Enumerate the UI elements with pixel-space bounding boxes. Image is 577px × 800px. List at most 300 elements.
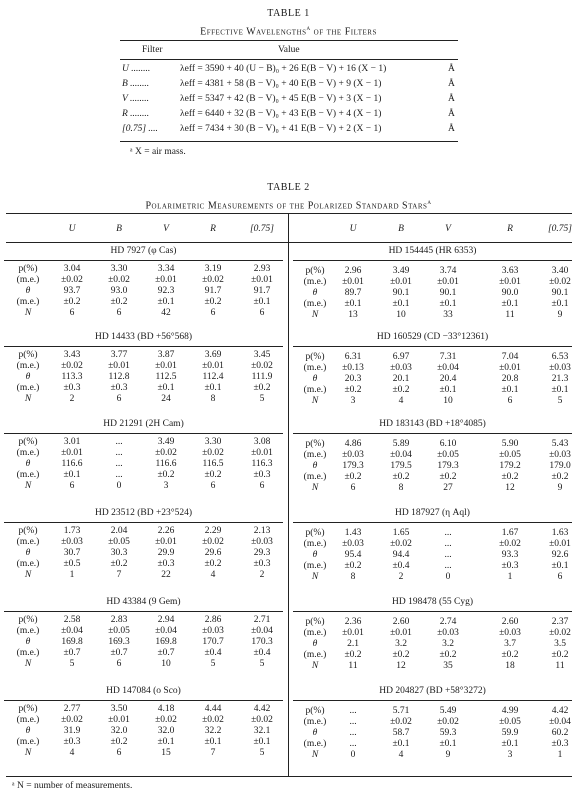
table1-rule-mid bbox=[120, 59, 458, 60]
row-label: θ bbox=[25, 372, 31, 382]
table-cell: ±0.02 bbox=[251, 715, 273, 725]
table-cell: 92.6 bbox=[551, 550, 569, 560]
row-label: N bbox=[311, 750, 319, 760]
table-cell: ±0.02 bbox=[437, 717, 459, 727]
table-cell: 3.5 bbox=[554, 639, 566, 649]
table1-unit-cell: Å bbox=[448, 79, 455, 89]
table2-subtitle: Polarimetric Measurements of the Polarized Standard Stars$^a$ bbox=[145, 198, 432, 212]
table-cell: 3.7 bbox=[504, 639, 516, 649]
star-name: HD 198478 (55 Cyg) bbox=[391, 597, 473, 607]
table-cell: ±0.02 bbox=[155, 448, 177, 458]
table-cell: ±0.04 bbox=[155, 626, 177, 636]
table-cell: 5 bbox=[210, 659, 216, 669]
table-cell: 6 bbox=[350, 483, 356, 493]
table-cell: ±0.7 bbox=[110, 648, 128, 658]
table-cell: 6 bbox=[69, 308, 75, 318]
table-cell: 6 bbox=[116, 394, 122, 404]
table-cell: ±0.01 bbox=[499, 363, 521, 373]
table-cell: ±0.01 bbox=[155, 275, 177, 285]
table-cell: 6 bbox=[116, 308, 122, 318]
table-cell: ±0.1 bbox=[392, 739, 410, 749]
table-cell: ±0.05 bbox=[437, 450, 459, 460]
row-label: (m.e.) bbox=[303, 472, 327, 482]
star-name: HD 187927 (η Aql) bbox=[395, 508, 470, 518]
table-cell: 0 bbox=[350, 750, 356, 760]
table-cell: ±0.3 bbox=[501, 561, 519, 571]
row-label: p(%) bbox=[18, 526, 38, 536]
table1-filter-cell: U ........ bbox=[122, 64, 151, 74]
row-label: θ bbox=[312, 288, 318, 298]
table-cell: 24 bbox=[161, 394, 171, 404]
table-cell: ... bbox=[349, 706, 357, 716]
table1-header-value: Value bbox=[278, 45, 300, 55]
table-cell: 111.9 bbox=[251, 372, 273, 382]
table-cell: ±0.02 bbox=[202, 448, 224, 458]
star-rule bbox=[293, 611, 572, 612]
table-cell: ±0.02 bbox=[390, 539, 412, 549]
row-label: θ bbox=[25, 548, 31, 558]
row-label: θ bbox=[312, 550, 318, 560]
table-cell: ±0.04 bbox=[549, 717, 571, 727]
table1-footnote: ᵃ X = air mass. bbox=[130, 147, 186, 157]
table-cell: 3.04 bbox=[63, 264, 81, 274]
table-cell: ±0.03 bbox=[390, 363, 412, 373]
table-cell: 112.8 bbox=[108, 372, 130, 382]
table2-rule-head bbox=[6, 242, 572, 243]
column-header-right: [0.75] bbox=[547, 224, 573, 234]
table-cell: ±0.01 bbox=[342, 277, 364, 287]
table-cell: 6 bbox=[116, 748, 122, 758]
table-cell: ±0.02 bbox=[61, 715, 83, 725]
table-cell: 5 bbox=[69, 659, 75, 669]
table-cell: 2.1 bbox=[347, 639, 359, 649]
table-cell: 2 bbox=[69, 394, 75, 404]
table-cell: 2.36 bbox=[344, 617, 362, 627]
table-cell: ±0.02 bbox=[61, 275, 83, 285]
table1-formula-cell: λeff = 5347 + 42 (B − V)₀ + 45 E(B − V) + 3 (X − 1) bbox=[180, 94, 382, 104]
table-cell: ±0.01 bbox=[108, 715, 130, 725]
table-cell: ±0.2 bbox=[63, 297, 81, 307]
table-cell: ±0.1 bbox=[551, 299, 569, 309]
table-cell: ±0.05 bbox=[108, 537, 130, 547]
table-cell: ±0.1 bbox=[204, 737, 222, 747]
row-label: (m.e.) bbox=[16, 715, 40, 725]
table-cell: 29.6 bbox=[204, 548, 222, 558]
table-cell: 4.18 bbox=[157, 704, 175, 714]
star-rule bbox=[293, 260, 572, 261]
row-label: (m.e.) bbox=[303, 739, 327, 749]
table-cell: ±0.01 bbox=[499, 277, 521, 287]
table-cell: 3.2 bbox=[395, 639, 407, 649]
row-label: N bbox=[311, 310, 319, 320]
table-cell: ±0.2 bbox=[501, 650, 519, 660]
table-cell: 4.42 bbox=[253, 704, 271, 714]
table-cell: 113.3 bbox=[61, 372, 83, 382]
table1-unit-cell: Å bbox=[448, 64, 455, 74]
table-cell: 6.31 bbox=[344, 352, 362, 362]
table-cell: 59.3 bbox=[439, 728, 457, 738]
table-cell: 1.43 bbox=[344, 528, 362, 538]
table-cell: 179.5 bbox=[390, 461, 412, 471]
table-cell: 90.1 bbox=[551, 288, 569, 298]
table-cell: 3.34 bbox=[157, 264, 175, 274]
table-cell: ±0.3 bbox=[253, 559, 271, 569]
table-cell: 20.3 bbox=[344, 374, 362, 384]
table-cell: ±0.2 bbox=[110, 737, 128, 747]
row-label: p(%) bbox=[18, 437, 38, 447]
table-cell: 11 bbox=[555, 661, 565, 671]
table-cell: 29.9 bbox=[157, 548, 175, 558]
table-cell: 89.7 bbox=[344, 288, 362, 298]
table-cell: 94.4 bbox=[392, 550, 410, 560]
table2-rule-bottom bbox=[6, 776, 572, 777]
table-cell: 3.49 bbox=[157, 437, 175, 447]
table-cell: 30.7 bbox=[63, 548, 81, 558]
table-cell: ±0.3 bbox=[110, 383, 128, 393]
row-label: θ bbox=[25, 286, 31, 296]
table-cell: 10 bbox=[161, 659, 171, 669]
table-cell: 1.65 bbox=[392, 528, 410, 538]
table-cell: 2.60 bbox=[392, 617, 410, 627]
table-cell: ±0.1 bbox=[63, 470, 81, 480]
table-cell: ±0.1 bbox=[501, 739, 519, 749]
table-cell: 5.89 bbox=[392, 439, 410, 449]
table-cell: 90.0 bbox=[501, 288, 519, 298]
table-cell: 58.7 bbox=[392, 728, 410, 738]
table-cell: 170.3 bbox=[251, 637, 273, 647]
star-name: HD 147084 (o Sco) bbox=[106, 686, 181, 696]
table-cell: 91.7 bbox=[253, 286, 271, 296]
table-cell: ±0.02 bbox=[202, 715, 224, 725]
table-cell: 179.0 bbox=[549, 461, 571, 471]
table-cell: ±0.4 bbox=[204, 648, 222, 658]
table-cell: ±0.3 bbox=[63, 383, 81, 393]
column-header-left: B bbox=[116, 224, 122, 234]
row-label: N bbox=[311, 396, 319, 406]
table-cell: 8 bbox=[210, 394, 216, 404]
table-cell: ±0.05 bbox=[108, 626, 130, 636]
table-cell: ±0.2 bbox=[344, 385, 362, 395]
table-cell: ±0.3 bbox=[63, 737, 81, 747]
table-cell: ±0.4 bbox=[392, 561, 410, 571]
row-label: N bbox=[311, 572, 319, 582]
row-label: (m.e.) bbox=[303, 561, 327, 571]
table-cell: 116.6 bbox=[61, 459, 83, 469]
star-name: HD 160529 (CD −33°12361) bbox=[376, 332, 489, 342]
row-label: (m.e.) bbox=[16, 648, 40, 658]
table-cell: 93.0 bbox=[110, 286, 128, 296]
table1-title: TABLE 1 bbox=[267, 8, 310, 19]
table-cell: 5 bbox=[259, 659, 265, 669]
table-cell: ... bbox=[349, 739, 357, 749]
row-label: p(%) bbox=[305, 352, 325, 362]
table-cell: 8 bbox=[398, 483, 404, 493]
table-cell: 3.77 bbox=[110, 350, 128, 360]
table-cell: 116.3 bbox=[251, 459, 273, 469]
column-header-right: V bbox=[445, 224, 451, 234]
table-cell: 0 bbox=[116, 481, 122, 491]
table2-title: TABLE 2 bbox=[267, 182, 310, 193]
table-cell: 4.86 bbox=[344, 439, 362, 449]
row-label: p(%) bbox=[305, 439, 325, 449]
table-cell: ±0.1 bbox=[501, 385, 519, 395]
table-cell: 9 bbox=[445, 750, 451, 760]
column-header-left: R bbox=[210, 224, 216, 234]
table-cell: 4 bbox=[398, 750, 404, 760]
table-cell: ±0.1 bbox=[157, 383, 175, 393]
row-label: θ bbox=[25, 726, 31, 736]
table-cell: ±0.1 bbox=[439, 739, 457, 749]
table-cell: 20.4 bbox=[439, 374, 457, 384]
table-cell: 2 bbox=[259, 570, 265, 580]
table-cell: ±0.04 bbox=[437, 363, 459, 373]
table-cell: 5 bbox=[557, 396, 563, 406]
table-cell: 11 bbox=[348, 661, 358, 671]
table-cell: 2.94 bbox=[157, 615, 175, 625]
table-cell: ±0.02 bbox=[549, 277, 571, 287]
table1-header-filter: Filter bbox=[142, 45, 163, 55]
table-cell: 12 bbox=[396, 661, 406, 671]
table-cell: ±0.02 bbox=[202, 537, 224, 547]
table-cell: 6 bbox=[69, 481, 75, 491]
table-cell: ±0.01 bbox=[342, 628, 364, 638]
table-cell: ±0.2 bbox=[204, 470, 222, 480]
table-cell: 4 bbox=[398, 396, 404, 406]
table-cell: ±0.2 bbox=[204, 297, 222, 307]
table-cell: 2.96 bbox=[344, 266, 362, 276]
table2-rule-top bbox=[6, 213, 572, 214]
star-name: HD 23512 (BD +23°524) bbox=[94, 508, 193, 518]
table-cell: 2.26 bbox=[157, 526, 175, 536]
row-label: θ bbox=[312, 374, 318, 384]
row-label: (m.e.) bbox=[16, 470, 40, 480]
column-header-left: U bbox=[68, 224, 76, 234]
table-cell: 10 bbox=[396, 310, 406, 320]
row-label: N bbox=[311, 483, 319, 493]
table-cell: 3.63 bbox=[501, 266, 519, 276]
table-cell: 6 bbox=[507, 396, 513, 406]
star-rule bbox=[4, 433, 283, 434]
row-label: p(%) bbox=[18, 350, 38, 360]
table-cell: 2.74 bbox=[439, 617, 457, 627]
table-cell: ±0.04 bbox=[251, 626, 273, 636]
table-cell: ±0.2 bbox=[344, 561, 362, 571]
table-cell: ±0.03 bbox=[499, 628, 521, 638]
row-label: (m.e.) bbox=[16, 626, 40, 636]
row-label: θ bbox=[312, 639, 318, 649]
table-cell: 1 bbox=[557, 750, 563, 760]
table-cell: 112.4 bbox=[202, 372, 224, 382]
table-cell: 3 bbox=[350, 396, 356, 406]
table-cell: 1.63 bbox=[551, 528, 569, 538]
table-cell: ±0.2 bbox=[344, 472, 362, 482]
table-cell: ±0.1 bbox=[204, 383, 222, 393]
row-label: (m.e.) bbox=[16, 275, 40, 285]
table-cell: 169.8 bbox=[155, 637, 177, 647]
table-cell: 2.58 bbox=[63, 615, 81, 625]
row-label: N bbox=[24, 308, 32, 318]
table-cell: 6 bbox=[557, 572, 563, 582]
table1-filter-cell: [0.75] .... bbox=[122, 124, 158, 134]
table-cell: 4.42 bbox=[551, 706, 569, 716]
table-cell: 4.99 bbox=[501, 706, 519, 716]
table-cell: ±0.05 bbox=[499, 717, 521, 727]
table-cell: 27 bbox=[443, 483, 453, 493]
table-cell: ±0.2 bbox=[110, 559, 128, 569]
table-cell: ±0.2 bbox=[392, 385, 410, 395]
row-label: (m.e.) bbox=[16, 559, 40, 569]
table-cell: ±0.02 bbox=[155, 715, 177, 725]
table1-formula-cell: λeff = 7434 + 30 (B − V)₀ + 41 E(B − V) + 2 (X − 1) bbox=[180, 124, 382, 134]
table-cell: ±0.1 bbox=[551, 561, 569, 571]
row-label: p(%) bbox=[305, 617, 325, 627]
table-cell: ... bbox=[444, 561, 452, 571]
table-cell: 2.04 bbox=[110, 526, 128, 536]
table-cell: ±0.1 bbox=[551, 385, 569, 395]
table-cell: ±0.1 bbox=[439, 299, 457, 309]
table-cell: ±0.03 bbox=[549, 450, 571, 460]
table-cell: 3 bbox=[507, 750, 513, 760]
table-cell: 30.3 bbox=[110, 548, 128, 558]
table-cell: 169.3 bbox=[108, 637, 130, 647]
row-label: θ bbox=[25, 637, 31, 647]
table1-formula-cell: λeff = 4381 + 58 (B − V)₀ + 40 E(B − V) + 9 (X − 1) bbox=[180, 79, 382, 89]
table-cell: 169.8 bbox=[61, 637, 83, 647]
column-header-left: [0.75] bbox=[249, 224, 275, 234]
table-cell: 6 bbox=[116, 659, 122, 669]
table-cell: 5.90 bbox=[501, 439, 519, 449]
table-cell: ±0.02 bbox=[202, 275, 224, 285]
table-cell: 6.97 bbox=[392, 352, 410, 362]
table-cell: ±0.03 bbox=[202, 626, 224, 636]
table-cell: ... bbox=[349, 717, 357, 727]
table-cell: 3.69 bbox=[204, 350, 222, 360]
row-label: p(%) bbox=[18, 264, 38, 274]
table-cell: 179.3 bbox=[342, 461, 364, 471]
table-cell: 95.4 bbox=[344, 550, 362, 560]
table1-filter-cell: R ........ bbox=[122, 109, 150, 119]
row-label: N bbox=[24, 659, 32, 669]
table-cell: 20.1 bbox=[392, 374, 410, 384]
table-cell: 4.44 bbox=[204, 704, 222, 714]
table-cell: ... bbox=[115, 459, 123, 469]
table1-formula-cell: λeff = 3590 + 40 (U − B)₀ + 26 E(B − V) + 16 (X − 1) bbox=[180, 64, 387, 74]
table-cell: 93.7 bbox=[63, 286, 81, 296]
table-cell: ±0.04 bbox=[390, 450, 412, 460]
table-cell: 179.2 bbox=[499, 461, 521, 471]
table-cell: 32.0 bbox=[157, 726, 175, 736]
star-rule bbox=[293, 433, 572, 434]
table-cell: ±0.2 bbox=[392, 472, 410, 482]
table-cell: 6 bbox=[210, 481, 216, 491]
table-cell: 116.6 bbox=[155, 459, 177, 469]
table-cell: 3.74 bbox=[439, 266, 457, 276]
table-cell: ±0.2 bbox=[439, 472, 457, 482]
table-cell: ±0.03 bbox=[437, 628, 459, 638]
table-cell: 9 bbox=[557, 483, 563, 493]
row-label: (m.e.) bbox=[303, 277, 327, 287]
table-cell: ±0.2 bbox=[157, 470, 175, 480]
table-cell: 0 bbox=[445, 572, 451, 582]
table1-unit-cell: Å bbox=[448, 124, 455, 134]
table-cell: 5 bbox=[259, 748, 265, 758]
row-label: p(%) bbox=[305, 706, 325, 716]
column-header-right: B bbox=[398, 224, 404, 234]
row-label: (m.e.) bbox=[303, 650, 327, 660]
table-cell: 2.93 bbox=[253, 264, 271, 274]
table-cell: ±0.1 bbox=[439, 385, 457, 395]
table-cell: ±0.1 bbox=[344, 299, 362, 309]
star-rule bbox=[4, 260, 283, 261]
table-cell: 2.37 bbox=[551, 617, 569, 627]
table-cell: ±0.1 bbox=[253, 737, 271, 747]
table-cell: 8 bbox=[350, 572, 356, 582]
row-label: (m.e.) bbox=[303, 299, 327, 309]
table1-formula-cell: λeff = 6440 + 32 (B − V)₀ + 43 E(B − V) + 4 (X − 1) bbox=[180, 109, 382, 119]
table1-unit-cell: Å bbox=[448, 94, 455, 104]
table-cell: 112.5 bbox=[155, 372, 177, 382]
table-cell: ±0.02 bbox=[390, 717, 412, 727]
table-cell: 2 bbox=[398, 572, 404, 582]
table-cell: 7 bbox=[210, 748, 216, 758]
table-cell: ±0.03 bbox=[61, 537, 83, 547]
table-cell: ±0.03 bbox=[342, 539, 364, 549]
table-cell: 33 bbox=[443, 310, 453, 320]
row-label: (m.e.) bbox=[16, 297, 40, 307]
table-cell: 12 bbox=[505, 483, 515, 493]
star-rule bbox=[4, 522, 283, 523]
column-header-left: V bbox=[163, 224, 169, 234]
star-rule bbox=[293, 346, 572, 347]
table-cell: 179.3 bbox=[437, 461, 459, 471]
table-cell: ±0.01 bbox=[108, 361, 130, 371]
row-label: N bbox=[24, 481, 32, 491]
table-cell: 18 bbox=[505, 661, 515, 671]
table-cell: 170.7 bbox=[202, 637, 224, 647]
star-name: HD 204827 (BD +58°3272) bbox=[379, 686, 486, 696]
row-label: (m.e.) bbox=[303, 717, 327, 727]
star-name: HD 43384 (9 Gem) bbox=[106, 597, 181, 607]
table-cell: 6 bbox=[210, 308, 216, 318]
row-label: N bbox=[24, 570, 32, 580]
table-cell: ±0.7 bbox=[157, 648, 175, 658]
table-cell: 91.7 bbox=[204, 286, 222, 296]
star-rule bbox=[293, 522, 572, 523]
star-name: HD 14433 (BD +56°568) bbox=[94, 332, 193, 342]
star-name: HD 154445 (HR 6353) bbox=[388, 246, 477, 256]
table-cell: ±0.01 bbox=[251, 448, 273, 458]
table-cell: 1 bbox=[507, 572, 513, 582]
row-label: θ bbox=[312, 728, 318, 738]
table-cell: ±0.3 bbox=[157, 559, 175, 569]
table-cell: ±0.1 bbox=[501, 299, 519, 309]
table-cell: 3.87 bbox=[157, 350, 175, 360]
table-cell: ±0.01 bbox=[390, 277, 412, 287]
table-cell: 7.04 bbox=[501, 352, 519, 362]
table-cell: 3 bbox=[163, 481, 169, 491]
table-cell: ±0.1 bbox=[392, 299, 410, 309]
table-cell: ±0.2 bbox=[392, 650, 410, 660]
table1-filter-cell: B ........ bbox=[122, 79, 150, 89]
table-cell: 3.30 bbox=[204, 437, 222, 447]
table-cell: 6.53 bbox=[551, 352, 569, 362]
row-label: (m.e.) bbox=[303, 363, 327, 373]
table-cell: ±0.01 bbox=[390, 628, 412, 638]
table-cell: 11 bbox=[505, 310, 515, 320]
table-cell: ±0.02 bbox=[549, 628, 571, 638]
row-label: (m.e.) bbox=[16, 383, 40, 393]
table-cell: 1 bbox=[69, 570, 75, 580]
